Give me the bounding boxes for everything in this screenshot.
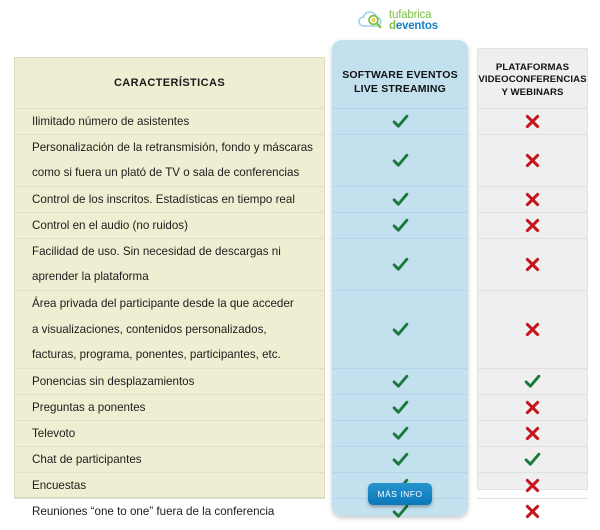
feature-label-line: Control de los inscritos. Estadísticas en tiempo real xyxy=(32,192,295,206)
check-icon xyxy=(332,108,468,134)
plataformas-rows xyxy=(477,108,588,524)
software-eventos-header-line-1: SOFTWARE EVENTOS xyxy=(342,68,458,81)
feature-row xyxy=(14,420,325,446)
plataformas-header-line-2: VIDEOCONFERENCIAS xyxy=(478,74,587,86)
software-eventos-column-header xyxy=(332,57,468,108)
feature-label-line: a visualizaciones, contenidos personalizados, xyxy=(32,322,267,336)
check-icon xyxy=(332,368,468,394)
check-icon xyxy=(332,290,468,368)
mas-info-button[interactable]: MÁS INFO xyxy=(368,483,432,505)
plataformas-column-header xyxy=(477,53,588,108)
cross-icon xyxy=(477,238,588,290)
cross-icon xyxy=(477,498,588,524)
plataformas-header-line-1: PLATAFORMAS xyxy=(495,61,570,73)
cross-icon xyxy=(477,290,588,368)
feature-label-line: Ponencias sin desplazamientos xyxy=(32,374,195,388)
check-icon xyxy=(332,134,468,186)
plataformas-header-line-3: Y WEBINARS xyxy=(501,86,564,98)
check-icon xyxy=(332,394,468,420)
features-column-header: CARACTERÍSTICAS xyxy=(113,76,226,89)
feature-label-line: Facilidad de uso. Sin necesidad de descargas ni xyxy=(32,244,281,258)
check-icon xyxy=(332,212,468,238)
cross-icon xyxy=(477,394,588,420)
check-icon xyxy=(332,446,468,472)
feature-label-line: Encuestas xyxy=(32,478,87,492)
cloud-magnifier-icon xyxy=(358,9,386,33)
cross-icon xyxy=(477,186,588,212)
feature-label-line: Personalización de la retransmisión, fondo y máscaras xyxy=(32,140,313,154)
software-eventos-rows xyxy=(332,108,468,524)
feature-row xyxy=(14,446,325,472)
feature-label-line: Televoto xyxy=(32,426,76,440)
logo-line-2-rest: eventos xyxy=(395,20,438,32)
software-eventos-header-line-2: LIVE STREAMING xyxy=(353,82,447,95)
feature-label-line: facturas, programa, ponentes, participantes, etc. xyxy=(32,348,281,362)
cross-icon xyxy=(477,420,588,446)
check-icon xyxy=(332,186,468,212)
feature-label-line: Control en el audio (no ruidos) xyxy=(32,218,188,232)
feature-row xyxy=(14,472,325,498)
check-icon xyxy=(332,420,468,446)
check-icon xyxy=(477,368,588,394)
logo-d-accent: d xyxy=(389,20,396,32)
check-icon xyxy=(332,238,468,290)
feature-label-line: Área privada del participante desde la que acceder xyxy=(32,297,294,311)
feature-row xyxy=(14,290,325,368)
feature-label-line: Chat de participantes xyxy=(32,452,142,466)
feature-row xyxy=(14,186,325,212)
cross-icon xyxy=(477,134,588,186)
feature-row xyxy=(14,498,325,524)
feature-label-line: Preguntas a ponentes xyxy=(32,400,146,414)
features-rows xyxy=(14,108,325,524)
feature-label-line: como si fuera un plató de TV o sala de conferencias xyxy=(32,166,300,180)
logo-line-2 xyxy=(389,21,438,33)
cross-icon xyxy=(477,472,588,498)
feature-row xyxy=(14,238,325,290)
check-icon xyxy=(477,446,588,472)
cross-icon xyxy=(477,108,588,134)
cross-icon xyxy=(477,212,588,238)
feature-row xyxy=(14,212,325,238)
feature-row xyxy=(14,368,325,394)
logo-line-1: tufabrica xyxy=(389,8,432,21)
feature-label-line: aprender la plataforma xyxy=(32,270,149,284)
feature-row xyxy=(14,394,325,420)
feature-label-line: Ilimitado número de asistentes xyxy=(32,114,190,128)
feature-row xyxy=(14,134,325,186)
brand-logo xyxy=(358,6,458,36)
feature-label-line: Reuniones “one to one” fuera de la conferencia xyxy=(32,504,275,518)
feature-row xyxy=(14,108,325,134)
